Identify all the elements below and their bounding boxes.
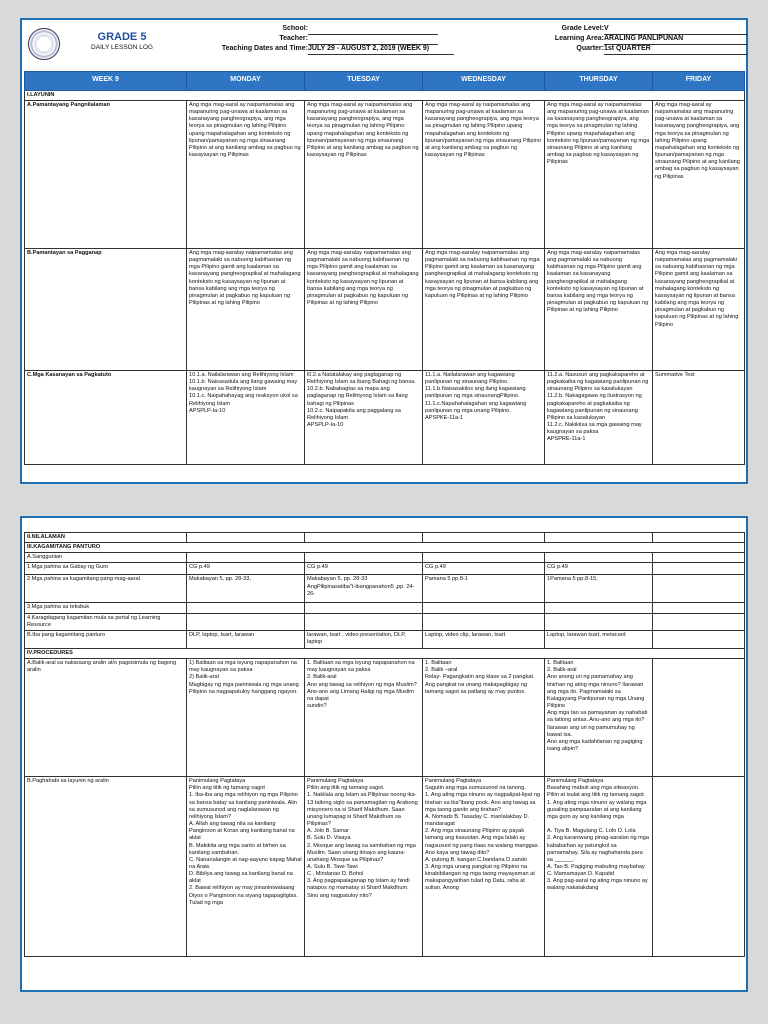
table-row [25, 777, 745, 957]
col-thursday: THURSDAY [545, 71, 653, 90]
learning-area-value: ARALING PANLIPUNAN [604, 34, 748, 44]
table-cell: CG p.49 [545, 563, 653, 575]
table-cell: Laptop, larawan tsart, metacard [545, 630, 653, 648]
row-label: A.Pamantayang Pangnilalaman [25, 101, 187, 249]
section-kagamitan: III.KAGAMITANG PANTURO [25, 543, 745, 553]
table-row [25, 603, 745, 613]
row-label: A.Balik-aral sa nakaraang aralin at/o pagsisimula ng bagong aralin [25, 659, 187, 777]
grade-level-label: Grade Level: [561, 25, 604, 33]
school-value [308, 25, 438, 34]
table-row [25, 533, 745, 543]
table-row [25, 613, 745, 630]
table-cell: Panimulang Pagtataya Piliin ang titik ng tamang sagot 1. Iba-iba ang mga relihiyon ng mga Pilipino sa bansa batay sa kanilang paniniwala. Alin sa sumusunod ang naglalarawan ng relihiyong Islam? A. Allah ang tawag nila sa kanilang Panginoon at Koran ang kanilang banal na aklat B. Makikita ang mga santo at birhen sa kanilang sambahan. C. Nananalangin at nag-aayuno kapag Mahal na Araw. D. Bibliya ang tawag sa kanilang banal na aklat 2. Bawat relihiyon ay may pinaniniwalaang Diyos o Panginoon na siyang tagapagligtas. Tulad ng mga [187, 777, 305, 957]
table-cell: 1) Balitaan sa mga isyung napapanahon na may kaugnayan sa paksa 2) Balik-aral Magbigay ng mga paniniwala ng mga unang Pilipino na nagpapatuloy hanggang ngayon. [187, 659, 305, 777]
table-row [25, 543, 745, 553]
table-row [25, 630, 745, 648]
seal-icon [28, 28, 60, 60]
table-cell: l0.2.a Natatalakay ang paglaganap ng Relihiyong Islam sa ibang Bahagi ng bansa. 10.2.b. Nababagtas sa mapa ang paglaganap ng Relihiyong Islam sa Ilang bahagi ng Pilipinas 10.2.c. Naipapakita ang paggalang sa Relihiyong Islam APSPLP-Ia-10 [305, 371, 423, 465]
table-cell: Makabayan 5, pp. 28-33, [187, 575, 305, 603]
row-label: 3.Mga pahina sa teksbuk [25, 603, 187, 613]
lesson-log-page-2 [20, 516, 748, 992]
quarter-value: 1st QUARTER [604, 44, 748, 54]
dates-value: JULY 29 - AUGUST 2, 2019 (WEEK 9) [308, 44, 454, 54]
materials-table [24, 532, 745, 957]
teacher-label: Teacher: [279, 34, 308, 42]
grade-label: GRADE 5 [97, 31, 147, 44]
table-cell: Summative Test [653, 371, 745, 465]
deped-seal [22, 25, 66, 63]
header-table [22, 25, 748, 63]
row-label: 1.Mga pahina sa Gabay ng Guro [25, 563, 187, 575]
table-cell: Pamana 5 pp.8-1 [423, 575, 545, 603]
table-cell [653, 630, 745, 648]
col-week: WEEK 9 [25, 71, 187, 90]
table-cell: 10.1.a. Nailalarawan ang Relihiyong Islam 10.1.b. Naisasadula ang ilang gawaing may kaugnayan sa Relihiyong Islam 10.1.c. Naipahahayag ang reaksyon ukol sa Relihiyong Islam APSPLP-Ia-10 [187, 371, 305, 465]
table-cell: CG p.49 [423, 563, 545, 575]
table-row [25, 553, 745, 563]
table-cell: Ang mga mag-aaral ay naipamamalas ang mapanuring pag-unawa at kaalaman sa kasanayang pangheograpiya, ang mga teorya sa pinagmulan ng lahing Pilipino upang mapahalagahan ang konteksto ng lipunan/pamayanan ng mga sinaunang Pilipino at ang kanilang ambag sa pagbuo ng kasaysayan ng Pilipinas [305, 101, 423, 249]
col-wednesday: WEDNESDAY [423, 71, 545, 90]
sanggunian-label: A.Sanggunian [25, 553, 187, 563]
grade-level-value: V [604, 25, 748, 34]
section-layunin: I.LAYUNIN [25, 90, 745, 100]
row-label: C.Mga Kasanayan sa Pagkatuto [25, 371, 187, 465]
table-cell: Ang mga mag-aaral ay naipamamalas ang mapanuring pag-unawa at kaalaman sa kasanayang pangheograpiya, ang mga teorya sa pinagmulan ng lahing Pilipino upang mapahalagahan ang konteksto ng lipunan/pamayanan ng mga sinaunang Pilipino at ang kanilang ambag sa pagbuo ng kasaysayan ng Pilipinas [545, 101, 653, 249]
teacher-value [308, 34, 438, 44]
table-row [25, 659, 745, 777]
col-friday: FRIDAY [653, 71, 745, 90]
log-title-text: DAILY LESSON LOG [91, 44, 153, 52]
log-title [66, 44, 178, 62]
table-cell: Ang mga mag-aaralay naipamamalas ang pagmamalaki sa nabuong kabihasnan ng mga Pilipino gamit ang kaalaman sa kasanayang pangheograpikal at mahalagang konteksto ng kasaysayan ng lipunan at bansa kabilang ang mga teorya ng pinagmulan at pagkabuo ng kapuluan ng Pilipinas at ng lahing Pilipino [423, 249, 545, 371]
table-cell: 1Pamana 5 pp.8-15, [545, 575, 653, 603]
row-label: 4.Karagdagang kagamitan mula sa portal ng Learning Resource [25, 613, 187, 630]
table-row [25, 648, 745, 658]
col-monday: MONDAY [187, 71, 305, 90]
school-label: School: [282, 25, 308, 33]
table-cell: 1. Balitaan 2. Balik –aral Relay- Pagangkatin ang klase sa 2 pangkat. Ang pangkat na unang makapagbigay ng tamang sagot sa patlang ay may puntos. [423, 659, 545, 777]
table-cell: CG p.49 [305, 563, 423, 575]
table-row [25, 563, 745, 575]
table-cell: Ang mga mag-aaral ay naipamamalas ang mapanuring pag-unawa at kaalaman sa kasanayang pangheograpiya, ang mga teorya sa pinagmulan ng lahing Pilipino upang mapahalagahan ang konteksto ng lipunan/pamayanan ng mga sinaunang Pilipino at ang kanilang ambag sa pagbuo ng kasaysayan ng Pilipinas [653, 101, 745, 249]
table-row [25, 575, 745, 603]
table-cell: CG p.49 [187, 563, 305, 575]
row-label: B.Pamantayan sa Pagganap [25, 249, 187, 371]
table-cell: Ang mga mag-aaralay naipamamalas ang pagmamalaki sa nabuong kabihasnan ng mga Pilipino gamit ang kaalaman sa kasanayang pangheograpikal at mahalagang konteksto ng kasaysayan ng lipunan at bansa kabilang ang mga teorya ng pinagmulan at pagkabuo ng kapuluan ng Pilipinas at ng lahing Pilipino [653, 249, 745, 371]
table-cell: Laptop, video clip, larawan, tsart [423, 630, 545, 648]
lesson-log-page-1 [20, 18, 748, 484]
table-cell: Ang mga mag-aaral ay naipamamalas ang mapanuring pag-unawa at kaalaman sa kasanayang pangheograpiya, ang mga teorya sa pinagmulan ng lahing Pilipino upang mapahalagahan ang konteksto ng lipunan/pamayanan ng mga sinaunang Pilipino at ang kanilang ambag sa pagbuo ng kasaysayan ng Pilipinas [187, 101, 305, 249]
learning-area-label: Learning Area: [554, 34, 604, 42]
row-label: B.Iba pang kagamitang panturo [25, 630, 187, 648]
table-cell: Panimulang Pagtataya Piliin ang titik ng tamang sagot. 1. Nakilala ang Islam sa Pilipinas noong ika- 13 taltong siglo sa pamamagitan ng Arabong misyonero na si Sharif Makdhum. Saan unang lumapag si Sharif Makdhum sa Pilipinas? A. Jolo B. Samar B. Sulu D. Visaya 2. Mosque ang tawag sa sambahan ng mga Muslim. Saan unang itinayo ang kauna-unahang Mosque sa Pilipinas? A. Sulu B. Tawi-Tawi C . Mindanao D. Bohol 3. Ang pagpapalaganap ng Islam ay hindi natapos ng mamatay si Sharif Makdhum. Sino ang nagpatuloy nito? [305, 777, 423, 957]
table-cell: 11.2.a. Nasusuri ang pagkakapareho at pagkakaiba ng kagawiang panlipunan ng sinaunang Pilipino sa kasalukayan 11.2.b. Nakagagawa ng ilustrasyon ng pagkakapareho at pagkakaiba ng kagawiang panlipunan ng sinaunang Pilipino sa kasalukayan 11.2.c. Nakikiisa sa mga gawaing may kaugnayan sa paksa APSPRE-11a-1 [545, 371, 653, 465]
table-cell: Panimulang Pagtataya Basahing mabuti ang mga sitwasyon. Piliin at isulat ang titik ng tamang sagot. 1. Ang ating mga ninuno ay walang mga gusaling pampaaralan at ang kanilang mga guro ay ang kanilang mga A. Tiya B. Magulang C. Lolo D. Lola 2. Ang karaniwang pinag-aaralan ng mga kababaihan ay patungkol sa pamamahay. Sila ay naghahanda para sa ______. A. Tao B. Pagiging mabuting maybahay C. Mamamayan D. Kapatid 3. Ang pag-aaral ng ating mga ninuno ay walang nakatakdang [545, 777, 653, 957]
table-cell: 1. Balitaan 2. Balik-aral Ano anong uri ng pamamahay ang tinirhan ng ating mga ninuno? Ilarawan ang mga ito. Pagmamalaki sa Kalagayang Panlipunan ng mga Unang Pilipino Ang mga tao sa pamayanan ay nahahati sa tatlong antas. Anu-ano ang mga ito? Ilarawan ang uri ng pamumuhay ng bawat isa. Ano ang mga kadahilanan ng pagiging isang alipin? [545, 659, 653, 777]
table-cell [653, 563, 745, 575]
table-cell: Ang mga mag-aaral ay naipamamalas ang mapanuring pag-unawa at kaalaman sa kasanayang pangheograpiya, ang mga teorya sa pinagmulan ng lahing Pilipino upang mapahalagahan ang konteksto ng lipunan/pamayanan ng mga sinaunang Pilipino at ang kanilang ambag sa pagbuo ng kasaysayan ng Pilipinas [423, 101, 545, 249]
table-cell: Ang mga mag-aaralay naipamamalas ang pagmamalaki sa nabuong kabihasnan ng mga Pilipino gamit ang kaalaman sa kasanayang pangheograpikal at mahalagang konteksto ng kasaysayan ng lipunan at bansa kabilang ang mga teorya ng pinagmulan at pagkabuo ng kapuluan ng Pilipinas at ng lahing Pilipino [545, 249, 653, 371]
section-nilalaman: II.NILALAMAN [25, 533, 187, 543]
table-cell: Ang mga mag-aaralay naipamamalas ang pagmamalaki sa nabuong kabihasnan ng mga Pilipino gamit ang kaalaman sa kasanayang pangheograpikal at mahalagang konteksto ng kasaysayan ng lipunan at bansa kabilang ang mga teorya ng pinagmulan at pagkabuo ng kapuluan ng Pilipinas at ng lahing Pilipino [305, 249, 423, 371]
grade-title [66, 25, 178, 44]
row-label: 2.Mga pahina sa kagamitang pang-mag-aaral [25, 575, 187, 603]
col-tuesday: TUESDAY [305, 71, 423, 90]
dates-label: Teaching Dates and Time: [221, 44, 308, 52]
table-row [25, 249, 745, 371]
table-cell: 1. Balitaan sa mga isyung napapanahon na may kaugnayan sa paksa 2. Balik-aral Ano ang tawag sa relihiyon ng mga Muslim? Ano-ano ang Limang Haligi ng mga Muslim na dapat sundin? [305, 659, 423, 777]
table-cell: larawan, tsart , video presentation, DLP, laptop [305, 630, 423, 648]
table-cell: Panimulang Pagtataya Sagutin ang mga sumusunod na tanong. 1. Ang ating mga ninuno ay nagpalipat-lipat ng tirahan sa iba"ibang pook. Ano ang tawag sa mga taong ganito ang tirahan? A. Nomads B. Tasaday C. manlalakbay D. mandaragat 2. Ang mga sinaunang Pilipino ay payak lamang ang kasuotan. Ang mga lalaki ay nagsusuot ng pang itaas na walang manggas. Ano kaya ang tawag dito? A. putong B. kangan C.bandana D.sando 3. Ang mga unang pangkat ng Pilipino na kinabibilangan ng mga taong mayayaman at makapangyarihan tulad ng Datu, raha at sultan. Anong [423, 777, 545, 957]
table-cell: 11.1.a. Nailalarawan ang kagawiang panlipunan ng sinaunang Pilipino. 11.1.b.Naisasakilos ang ilang kagawiang panlipunan ng mga sinaunangPilipino. 11.1.c.Napahahalagahan ang kagawiang panlipunan ng mga unang Pilipino. APSPKE-11a-1 [423, 371, 545, 465]
table-cell: DLP, laptop, tsart, larawan [187, 630, 305, 648]
objectives-table [24, 71, 745, 465]
table-cell: Ang mga mag-aaralay naipamamalas ang pagmamalaki sa nabuong kabihasnan ng mga Pilipino gamit ang kaalaman sa kasanayang pangheograpikal at mahalagang konteksto ng kasaysayan ng lipunan at bansa kabilang ang mga teorya ng pinagmulan at pagkabuo ng kapuluan ng Pilipinas at ng lahing Pilipino [187, 249, 305, 371]
table-cell [653, 659, 745, 777]
table-row [25, 371, 745, 465]
table-cell: Makabayan 5, pp. 28-33 AngPilipinasatiba"t-ibangpanahon5 ,pp. 24-26- [305, 575, 423, 603]
table-cell [653, 575, 745, 603]
row-label: B.Paghahabi sa layunin ng aralin [25, 777, 187, 957]
quarter-label: Quarter: [576, 44, 604, 52]
section-procedures: IV.PROCEDURES [25, 648, 745, 658]
table-row [25, 101, 745, 249]
table-cell [653, 777, 745, 957]
